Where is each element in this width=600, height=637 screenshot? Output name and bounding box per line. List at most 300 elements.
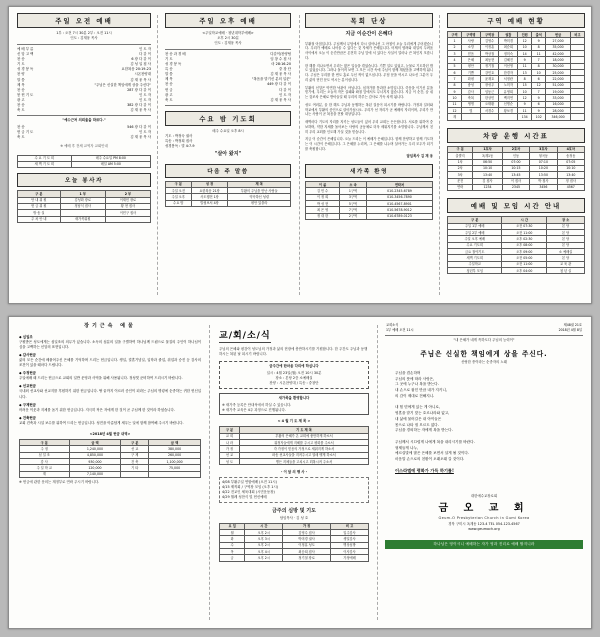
table-cell: 이선영 bbox=[499, 63, 518, 69]
table-cell: 생일감사 bbox=[331, 536, 369, 542]
pastoral-signature: 담임목사 김 재 웅 bbox=[406, 154, 433, 158]
news-box-event-title: 금주간에 한마음 다리에 하십니다 bbox=[269, 363, 319, 368]
table-cell: 6 bbox=[532, 101, 546, 107]
table-cell: 22,000 bbox=[546, 76, 571, 82]
table-cell: 12 bbox=[518, 95, 532, 101]
table-cell: 10 bbox=[518, 44, 532, 50]
text-line: 의 감이 제대로 전해지니. bbox=[395, 393, 435, 398]
prayer-topics-title: < 4 월 기 도 제 목 > bbox=[277, 419, 311, 424]
order-label: 성 경 봉 독 bbox=[17, 67, 34, 72]
table-row bbox=[220, 555, 369, 561]
table-cell: 황 현 집사 bbox=[105, 203, 150, 209]
text-line: ※ 새가족 등록은 안내석에서 하실 수 있습니다. bbox=[222, 402, 292, 407]
table-cell: 오후 2시 bbox=[245, 529, 283, 535]
table-cell: 박미경 권사 bbox=[283, 536, 331, 542]
table-header-cell: 구역명 bbox=[462, 32, 481, 38]
table-cell: 화 bbox=[220, 536, 245, 542]
table-cell: 선 교 bbox=[121, 446, 149, 452]
table-cell: 병든 지체들을 고치시고 회복시켜 주소서 bbox=[239, 459, 368, 465]
table-cell: 빛 bbox=[462, 108, 481, 114]
table-cell bbox=[105, 216, 150, 222]
text-line: 일시 : 4월 23일(월) 오전 10시 30분 bbox=[266, 370, 322, 375]
table-cell: 07:00 bbox=[502, 159, 529, 165]
table-cell: 주일학교 bbox=[448, 261, 502, 267]
order-label: 기도 : 박정숙 권사 bbox=[165, 133, 193, 138]
table-cell: 오후 3시 bbox=[245, 536, 283, 542]
table-cell: 010-4567-8901 bbox=[366, 200, 432, 206]
table-header-cell: 인원 bbox=[518, 32, 532, 38]
offering-item-heading: ◆ 구제헌금 bbox=[19, 402, 36, 407]
table-cell: 김 민 수 bbox=[306, 188, 340, 194]
wednesday-prayer-order bbox=[165, 134, 291, 149]
table-cell: 오전 05:00 bbox=[502, 255, 547, 261]
table-cell: 346,000 bbox=[546, 114, 571, 120]
order-label: 찬 송 bbox=[17, 103, 25, 108]
table-cell: 9 bbox=[518, 57, 532, 63]
table-cell: 8 bbox=[448, 82, 462, 88]
table-cell: 충성 bbox=[462, 82, 481, 88]
offering-guide-items bbox=[19, 335, 201, 427]
table-cell: 11 bbox=[448, 101, 462, 107]
table-cell: 김영수 집사 bbox=[283, 529, 331, 535]
table-header-cell: 장 소 bbox=[547, 217, 585, 223]
text-line: 몸으로 나타 낼 모르도 없다. bbox=[395, 422, 439, 427]
order-label: 봉 헌 기 도 bbox=[17, 92, 34, 97]
table-cell: 평안 있을라 bbox=[228, 200, 291, 206]
table-cell: 오후 04:00 bbox=[502, 267, 547, 273]
table-cell: 11 bbox=[532, 51, 546, 57]
table-header-cell: 2호차 bbox=[502, 146, 529, 152]
sermon-closing-verse: 이스라엘에 평화가 가득 하기를! bbox=[395, 467, 454, 473]
table-cell: 계 bbox=[448, 114, 462, 120]
table-cell: 병상심방 bbox=[331, 542, 369, 548]
table-cell: 금 bbox=[220, 555, 245, 561]
table-header-cell: 시 간 bbox=[245, 523, 283, 529]
table-cell: 최순희 집사 bbox=[283, 548, 331, 554]
afternoon-worship-leader: 인도 : 김재웅 목사 bbox=[214, 40, 242, 45]
table-cell: 5 bbox=[448, 63, 462, 69]
order-label: 찬 송 bbox=[17, 57, 25, 62]
table-header-cell: 비고 bbox=[570, 32, 584, 38]
morning-worship-title: 주일 오전 예배 bbox=[17, 13, 151, 28]
table-header-cell: 구 분 bbox=[20, 440, 70, 446]
table-cell: 28,000 bbox=[546, 108, 571, 114]
text-line: 주님께서 시끄럽게 나에게 복을 내리시기를 바란다. bbox=[395, 439, 475, 444]
table-cell: 형곡동 bbox=[530, 153, 557, 159]
table-cell: 서경수 bbox=[480, 108, 499, 114]
order-value: 김 재 웅 목 사 bbox=[270, 72, 291, 77]
church-news-title: 교/회/소/식 bbox=[219, 328, 271, 343]
table-cell: 07:10 bbox=[530, 159, 557, 165]
table-cell: 이정훈 bbox=[480, 44, 499, 50]
table-cell: 1구역 bbox=[340, 188, 367, 194]
table-cell: 9 bbox=[532, 95, 546, 101]
table-cell: 10 bbox=[532, 70, 546, 76]
table-cell: 소 예배실 bbox=[547, 248, 585, 254]
table-header-cell: 구역장 bbox=[480, 32, 499, 38]
text-line: ※ 새가족 교육은 4주 과정으로 진행됩니다. bbox=[222, 407, 286, 412]
offering-table bbox=[19, 439, 201, 478]
table-cell: 최 은 영 bbox=[306, 207, 340, 213]
table-cell: 믿음 bbox=[462, 51, 481, 57]
table-cell bbox=[462, 114, 481, 120]
table-cell: 교 회 bbox=[220, 433, 240, 439]
table-cell: 2345 bbox=[502, 184, 529, 190]
table-cell: 파송 선교사들을 지켜주시고 열매 맺게 하소서 bbox=[239, 452, 368, 458]
table-cell: 27,000 bbox=[546, 38, 571, 44]
offering-item-body: 주일예배 때 드리는 헌금으로 교회의 일반 운영과 사역을 위해 사용됩니다. 정성껏 준비하여 드리시기 바랍니다. bbox=[19, 376, 183, 381]
table-cell: 4 bbox=[448, 57, 462, 63]
table-cell: 8 bbox=[518, 76, 532, 82]
order-row bbox=[17, 108, 151, 113]
table-cell: 7,140,000 bbox=[69, 471, 121, 477]
morning-worship-time: 1부 : 오전 7시 30분 2부 : 오전 11시 bbox=[56, 31, 112, 35]
table-cell: 새가족위원 bbox=[60, 216, 105, 222]
afternoon-worship-sub: <주일학교예배 · 청년대학부예배> bbox=[202, 31, 254, 35]
order-label: 예 배 부 름 bbox=[17, 46, 34, 51]
table-header-cell: 성 경 bbox=[191, 181, 228, 187]
table-cell: 2차 bbox=[448, 165, 473, 171]
order-value: 인 도 자 bbox=[139, 46, 151, 51]
wednesday-prayer-time: 매주 수요일 오후 8시 bbox=[212, 128, 244, 133]
order-label: 축 도 bbox=[17, 108, 25, 113]
order-value: 다 같 이 bbox=[139, 51, 151, 56]
offering-item-body: 구원받은 성도에게는 십일조의 의무가 있습니다. 소득의 십분의 일을 구별하여 하나님께 드림으로 물질의 주인이 하나님이심을 고백하는 신앙의 표현입니다. bbox=[19, 339, 201, 349]
table-cell: 황보경 bbox=[499, 108, 518, 114]
order-value: 김 재 웅 목 사 bbox=[270, 97, 291, 102]
offering-item-body: 삶의 모든 순간에 베풀어주신 은혜를 기억하며 드리는 헌금입니다. 생일, 결혼기념일, 입학과 졸업, 취업과 승진 등 감사의 조건이 있을 때마다 드립니다. bbox=[19, 357, 201, 368]
table-cell: 주 일 학 교 bbox=[20, 465, 70, 471]
table-cell: 11 bbox=[518, 108, 532, 114]
order-value: 다 같 이 bbox=[279, 87, 291, 92]
table-cell: 33,000 bbox=[546, 95, 571, 101]
sermon-subtitle: 신랑한 종이라는 순종자의 노래 bbox=[461, 360, 507, 364]
table-header-cell: 금 액 bbox=[69, 440, 121, 446]
table-cell: 주일 오후 예배 bbox=[448, 236, 502, 242]
table-cell: 최순희 bbox=[499, 44, 518, 50]
text-line: 그 곳에 누구나 복을 받는다. bbox=[395, 382, 439, 387]
church-news-column bbox=[219, 323, 369, 562]
table-cell: 감사 bbox=[462, 89, 481, 95]
text-line: 지금 이 순간이 은혜입니다. 오늘 드리는 이 예배가 은혜입니다. 함께 찬양하고 함께 기도하는 이 시간이 은혜입니다. 그 은혜를 누리며, 그 은혜를 나누며 살아가는 우리 모두가 되기를 축원합니다. bbox=[305, 136, 433, 151]
afternoon-worship-time: 오후 2시 30분 bbox=[217, 35, 239, 40]
table-cell: 축복 bbox=[462, 95, 481, 101]
table-row bbox=[220, 459, 369, 465]
morning-worship-order bbox=[17, 47, 151, 113]
table-cell: 35,000 bbox=[546, 44, 571, 50]
table-header-cell: 구 분 bbox=[18, 191, 61, 197]
table-cell: 계 bbox=[20, 471, 70, 477]
order-value: 인 도 자 bbox=[279, 92, 291, 97]
offering-item-heading: ◆ 주정헌금 bbox=[19, 371, 36, 376]
table-cell: 본 당 bbox=[547, 236, 585, 242]
order-value: 다같이/찬양팀 bbox=[270, 51, 291, 56]
text-line: 형제들게 나누, bbox=[395, 445, 419, 450]
news-box-event bbox=[219, 361, 369, 389]
order-label: 말 씀 bbox=[165, 72, 173, 77]
table-row bbox=[448, 184, 585, 190]
table-cell: 소망 bbox=[462, 44, 481, 50]
order-value: 287 장 다 같 이 bbox=[127, 87, 151, 92]
table-cell: 정 집사 bbox=[557, 178, 584, 184]
table-cell: 7구역 bbox=[340, 207, 367, 213]
order-label: 광 고 bbox=[165, 92, 173, 97]
table-cell: 출발지 bbox=[448, 153, 473, 159]
table-header-cell: 구 분 bbox=[448, 217, 502, 223]
table-header-cell: 구 분 bbox=[448, 146, 473, 152]
table-cell: 노미자 bbox=[499, 82, 518, 88]
table-header-cell: 요 일 bbox=[220, 523, 245, 529]
table-cell: 옥계1동 bbox=[473, 153, 502, 159]
table-cell: 오후 08:00 bbox=[502, 242, 547, 248]
table-cell bbox=[121, 471, 149, 477]
order-label: 성경봉독 : 빌 4:7-9 bbox=[165, 144, 195, 149]
order-value: 김 재 웅 목 사 bbox=[130, 135, 151, 140]
table-cell: 380,000 bbox=[149, 446, 201, 452]
bulletin-sheet-bottom bbox=[8, 316, 592, 629]
offering-summary-box bbox=[17, 155, 151, 169]
church-name-en: Geum-O Presbyterian Church in Gumi Korea bbox=[438, 515, 530, 520]
table-cell: 정남식 집사 bbox=[60, 203, 105, 209]
afternoon-worship-title: 주일 오후 예배 bbox=[165, 13, 291, 28]
table-cell: 오후 09:00 bbox=[502, 248, 547, 254]
table-cell: 6 bbox=[532, 76, 546, 82]
table-cell: 사랑 bbox=[462, 38, 481, 44]
order-row bbox=[17, 135, 151, 140]
table-cell: 1차 bbox=[448, 159, 473, 165]
denomination-label: 대한예수교장로회 bbox=[470, 494, 498, 499]
order-label: 헌 금 기 도 bbox=[17, 130, 34, 135]
district-table bbox=[447, 31, 585, 121]
monthly-events-title: - 이 달 의 행 사 - bbox=[280, 470, 308, 475]
table-cell: 19,000 bbox=[546, 89, 571, 95]
table-cell: 김 집사 bbox=[473, 178, 502, 184]
table-cell: 120,000 bbox=[69, 465, 121, 471]
table-cell: 930,000 bbox=[69, 459, 121, 465]
table-header-cell: 시 간 bbox=[502, 217, 547, 223]
text-line: 부활절 아침입니다. 주님께서 무덤에서 다시 살아나신 그 아침이 오늘 우리에게 주어졌습니다. 우리가 예배로 나아올 수 있다는 것 자체가 은혜입니다. 어제의 염려와 내일의 두려움 사이에서 오늘 이 순간만큼은 온전히 주님 앞에 서 있다는 사실이 얼마나 큰 복인지 모릅니다. bbox=[305, 41, 433, 61]
order-label: 신 앙 고 백 bbox=[17, 51, 34, 56]
table-cell: 박 집사 bbox=[530, 178, 557, 184]
offering-item bbox=[19, 353, 201, 368]
table-cell: 김성화 장로 bbox=[60, 197, 105, 203]
visitation-sub: 담임목사 · 김 성 호 bbox=[279, 515, 309, 520]
table-cell: 부활의 주님을 만난 사람들 bbox=[228, 188, 291, 194]
text-line: 부활의 신앙은 막연한 낙관이 아닙니다. 십자가를 통과한 소망입니다. 죽음을 이기신 분을 믿기에, 우리는 오늘의 작은 실패와 좌절 앞에서도 무너지지 않습니다. 지금 이 순간, 숨 쉬는 것조차 은혜로 받아들일 때 우리의 하루는 감사로 가득 차게 됩니다. bbox=[305, 85, 433, 100]
sermon-title: 주님은 신실한 책임에게 상을 주신다. bbox=[420, 350, 548, 358]
table-cell: 정미숙 bbox=[499, 51, 518, 57]
table-cell: 010-5678-9012 bbox=[366, 207, 432, 213]
order-value: 시온찬양대 bbox=[134, 72, 151, 77]
order-value: 김 성 일 집 사 bbox=[130, 62, 151, 67]
table-cell: 9 bbox=[518, 101, 532, 107]
table-cell: 010-6789-0123 bbox=[366, 213, 432, 219]
table-cell: 10:10 bbox=[473, 165, 502, 171]
table-cell: 4567 bbox=[557, 184, 584, 190]
table-row bbox=[306, 213, 433, 219]
order-label: 성 경 봉 독 bbox=[165, 62, 182, 67]
table-cell: 주일 오전 bbox=[166, 188, 192, 194]
table-cell: 이재민 장로 bbox=[105, 197, 150, 203]
prayer-topics-table bbox=[219, 426, 369, 465]
offering-item-heading: ◆ 감사헌금 bbox=[19, 352, 36, 357]
offering-item bbox=[19, 371, 201, 381]
table-header-cell: 4호차 bbox=[557, 146, 584, 152]
table-cell: 목 bbox=[220, 548, 245, 554]
table-cell: 오태환 bbox=[480, 101, 499, 107]
table-cell: 3차 bbox=[448, 172, 473, 178]
morning-worship-note-rows bbox=[17, 125, 151, 140]
table-cell: 1,100,000 bbox=[149, 459, 201, 465]
text-line: 찬양 : 시온찬양대 / 특송 : 중창단 bbox=[269, 380, 319, 385]
pastoral-title: 목회 단상 bbox=[305, 13, 433, 28]
text-line: 영혼을 맡기 맞는 호르나라와 없고, bbox=[395, 411, 450, 416]
table-cell: 평안 bbox=[462, 63, 481, 69]
table-cell: 주일 오후 bbox=[166, 194, 192, 200]
table-header-cell: 권찰 bbox=[499, 32, 518, 38]
table-header-cell: 3호차 bbox=[530, 146, 557, 152]
table-cell: 임동근 bbox=[480, 89, 499, 95]
table-cell: 선 교 bbox=[220, 452, 240, 458]
order-label: 말 씀 bbox=[17, 77, 25, 82]
order-value: 김 재 웅 목 사 bbox=[130, 108, 151, 113]
bulletin-sheet-top bbox=[8, 6, 592, 304]
table-cell: 송정동 bbox=[557, 153, 584, 159]
offering-item-heading: ◆ 건축헌금 bbox=[19, 415, 36, 420]
order-value: 382 장 다 같 이 bbox=[127, 103, 151, 108]
news-box-newcomer-title: 새가족을 환영합니다 bbox=[278, 395, 310, 400]
table-cell: 김혜진 bbox=[499, 57, 518, 63]
table-row bbox=[448, 114, 585, 120]
text-line: 장소 : 본당 2층 소예배실 bbox=[275, 375, 313, 380]
order-value: 6 장 다 같 이 bbox=[131, 57, 151, 62]
table-cell: 오전 11:00 bbox=[502, 229, 547, 235]
pastoral-column bbox=[305, 13, 433, 220]
table-cell: 7 bbox=[448, 76, 462, 82]
offering-guide-title: 장기근속 예물 bbox=[84, 323, 136, 329]
table-cell: 134 bbox=[518, 114, 532, 120]
header-left-2: 1부 예배 오전 11시 bbox=[386, 328, 414, 333]
table-cell: 14 bbox=[518, 51, 532, 57]
table-header-cell: 구 분 bbox=[166, 181, 192, 187]
table-header-cell: 2 부 bbox=[105, 191, 150, 197]
text-line: 4/08 부활주일 연합예배 (오전 11시) bbox=[222, 480, 277, 485]
table-cell: 16,000 bbox=[546, 101, 571, 107]
text-line: 4/29 월례 성찬식 및 헌신예배 bbox=[222, 495, 267, 500]
table-cell: 신명순 bbox=[499, 101, 518, 107]
table-cell: 1 bbox=[448, 38, 462, 44]
header-right-1: 제48권 21호 bbox=[563, 323, 582, 328]
table-cell: 각 가정이 믿음의 가정으로 세워지게 하소서 bbox=[239, 446, 368, 452]
table-cell: 방 송 실 bbox=[18, 210, 61, 216]
table-cell: 정 대 한 bbox=[306, 213, 340, 219]
worship-afternoon-column bbox=[165, 13, 291, 207]
footer-verse-bar: 하나님은 영이시니 예배하는 자가 영과 진리로 예배 할지니라 bbox=[385, 540, 583, 549]
table-cell bbox=[570, 114, 584, 120]
order-value: 마 28:16-20 bbox=[271, 62, 291, 67]
table-header-cell: 기 도 제 목 bbox=[239, 427, 368, 433]
table-cell: 요한복음 21장 bbox=[191, 188, 228, 194]
table-cell: 이민구 집사 bbox=[105, 210, 150, 216]
table-cell: 십 일 조 bbox=[20, 452, 70, 458]
table-cell: 07:05 bbox=[557, 159, 584, 165]
text-line: 성도 여러분, 올 한 해도 주님과 동행하는 복된 걸음이 되시기를 바랍니다. 가정과 일터와 학교에서 부활의 증인으로 살아가십시오. 우리가 선 자리가 곧 예배의 자리이며, 우리가 만나는 사람이 곧 복음을 전할 대상입니다. bbox=[305, 102, 433, 117]
order-label: 찬 송 bbox=[17, 87, 25, 92]
sermon-header-meta bbox=[385, 323, 583, 333]
table-cell: 주 정 bbox=[20, 446, 70, 452]
table-cell: 주 차 안 내 bbox=[18, 216, 61, 222]
pastoral-subtitle: 지금 이순간이 은혜다 bbox=[345, 31, 393, 37]
table-cell: 교 육 관 bbox=[547, 261, 585, 267]
table-cell: 장성우 bbox=[480, 82, 499, 88]
servants-table bbox=[17, 190, 151, 223]
sermon-column bbox=[385, 323, 583, 549]
table-cell: 유영희 bbox=[499, 89, 518, 95]
table-cell: 010-3456-7890 bbox=[366, 194, 432, 200]
table-cell: 1234 bbox=[473, 184, 502, 190]
table-cell: 윤재호 bbox=[480, 76, 499, 82]
text-line: 내 손으로 잡힌 만큼 내가 지키니, bbox=[395, 388, 447, 393]
table-cell: 13:50 bbox=[530, 172, 557, 178]
offering-item-body: 국내외 선교사와 선교지를 후원하기 위한 헌금입니다. 땅 끝까지 이르러 증인이 되라는 주님의 명령에 순종하는 귀한 헌신입니다. bbox=[19, 389, 201, 399]
table-cell: 백지연 bbox=[499, 95, 518, 101]
worship-morning-column bbox=[17, 13, 151, 223]
order-value: 인 도 자 bbox=[139, 92, 151, 97]
table-cell: 오후 2시 bbox=[245, 542, 283, 548]
offering-item bbox=[19, 416, 201, 426]
table-cell: 이정훈 성도 bbox=[283, 542, 331, 548]
church-web: www.geumoch.org bbox=[468, 526, 500, 531]
table-cell: 정기철 장로 bbox=[283, 555, 331, 561]
district-column bbox=[447, 13, 585, 274]
newcomers-table bbox=[305, 181, 433, 220]
text-line: 주님을 경외하는 자에게 복을 받는다. bbox=[395, 428, 453, 433]
monthly-events-list bbox=[219, 477, 369, 503]
table-cell: 감 사 bbox=[20, 459, 70, 465]
table-cell: 12 bbox=[532, 82, 546, 88]
offering-item-heading: ◆ 선교헌금 bbox=[19, 384, 36, 389]
table-cell: 입주감사 bbox=[331, 529, 369, 535]
order-value: 인 도 자 bbox=[139, 97, 151, 102]
table-cell: 한상민 bbox=[480, 95, 499, 101]
text-line: 새벽마다 기도의 자리를 지키는 성도들이 있어 우리 교회는 든든합니다. 서로를 위하여 중보하며, 약한 지체를 돌아보는 사랑의 공동체로 더욱 세워지기를 소망합니다. 주님께서 친히 우리 교회를 인도해 가실 것을 믿습니다. bbox=[305, 119, 433, 134]
table-cell: 10 bbox=[518, 89, 532, 95]
table-cell: 이 정 희 bbox=[306, 194, 340, 200]
table-cell: 기 타 bbox=[121, 465, 149, 471]
order-value: 449 장 다 같 이 bbox=[267, 82, 291, 87]
table-cell: 오후 2시 bbox=[245, 555, 283, 561]
order-value: 중 창 단 bbox=[279, 67, 291, 72]
news-box-newcomer bbox=[219, 393, 369, 416]
table-cell: 정기철 bbox=[480, 63, 499, 69]
weekly-schedule-title: 예배 및 모임 시간 안내 bbox=[447, 198, 585, 213]
table-cell bbox=[480, 114, 499, 120]
table-cell: 수 bbox=[220, 542, 245, 548]
table-cell: 인동 bbox=[502, 153, 529, 159]
table-cell: 2 bbox=[448, 44, 462, 50]
table-cell: 9 bbox=[448, 89, 462, 95]
table-cell: 18,000 bbox=[546, 57, 571, 63]
table-cell: 10:15 bbox=[502, 165, 529, 171]
servants-title: 오늘 봉사자 bbox=[17, 173, 151, 187]
table-header-cell: 소 속 bbox=[340, 181, 367, 187]
table-cell: 연락 bbox=[448, 184, 473, 190]
table-cell: 금요 철야기도 bbox=[448, 248, 502, 254]
offering-item bbox=[19, 384, 201, 399]
text-line: 내 삶에 물어갈은 내 아이들은 bbox=[395, 416, 442, 421]
sermon-body bbox=[385, 371, 583, 463]
table-cell: 박 성 현 bbox=[306, 200, 340, 206]
